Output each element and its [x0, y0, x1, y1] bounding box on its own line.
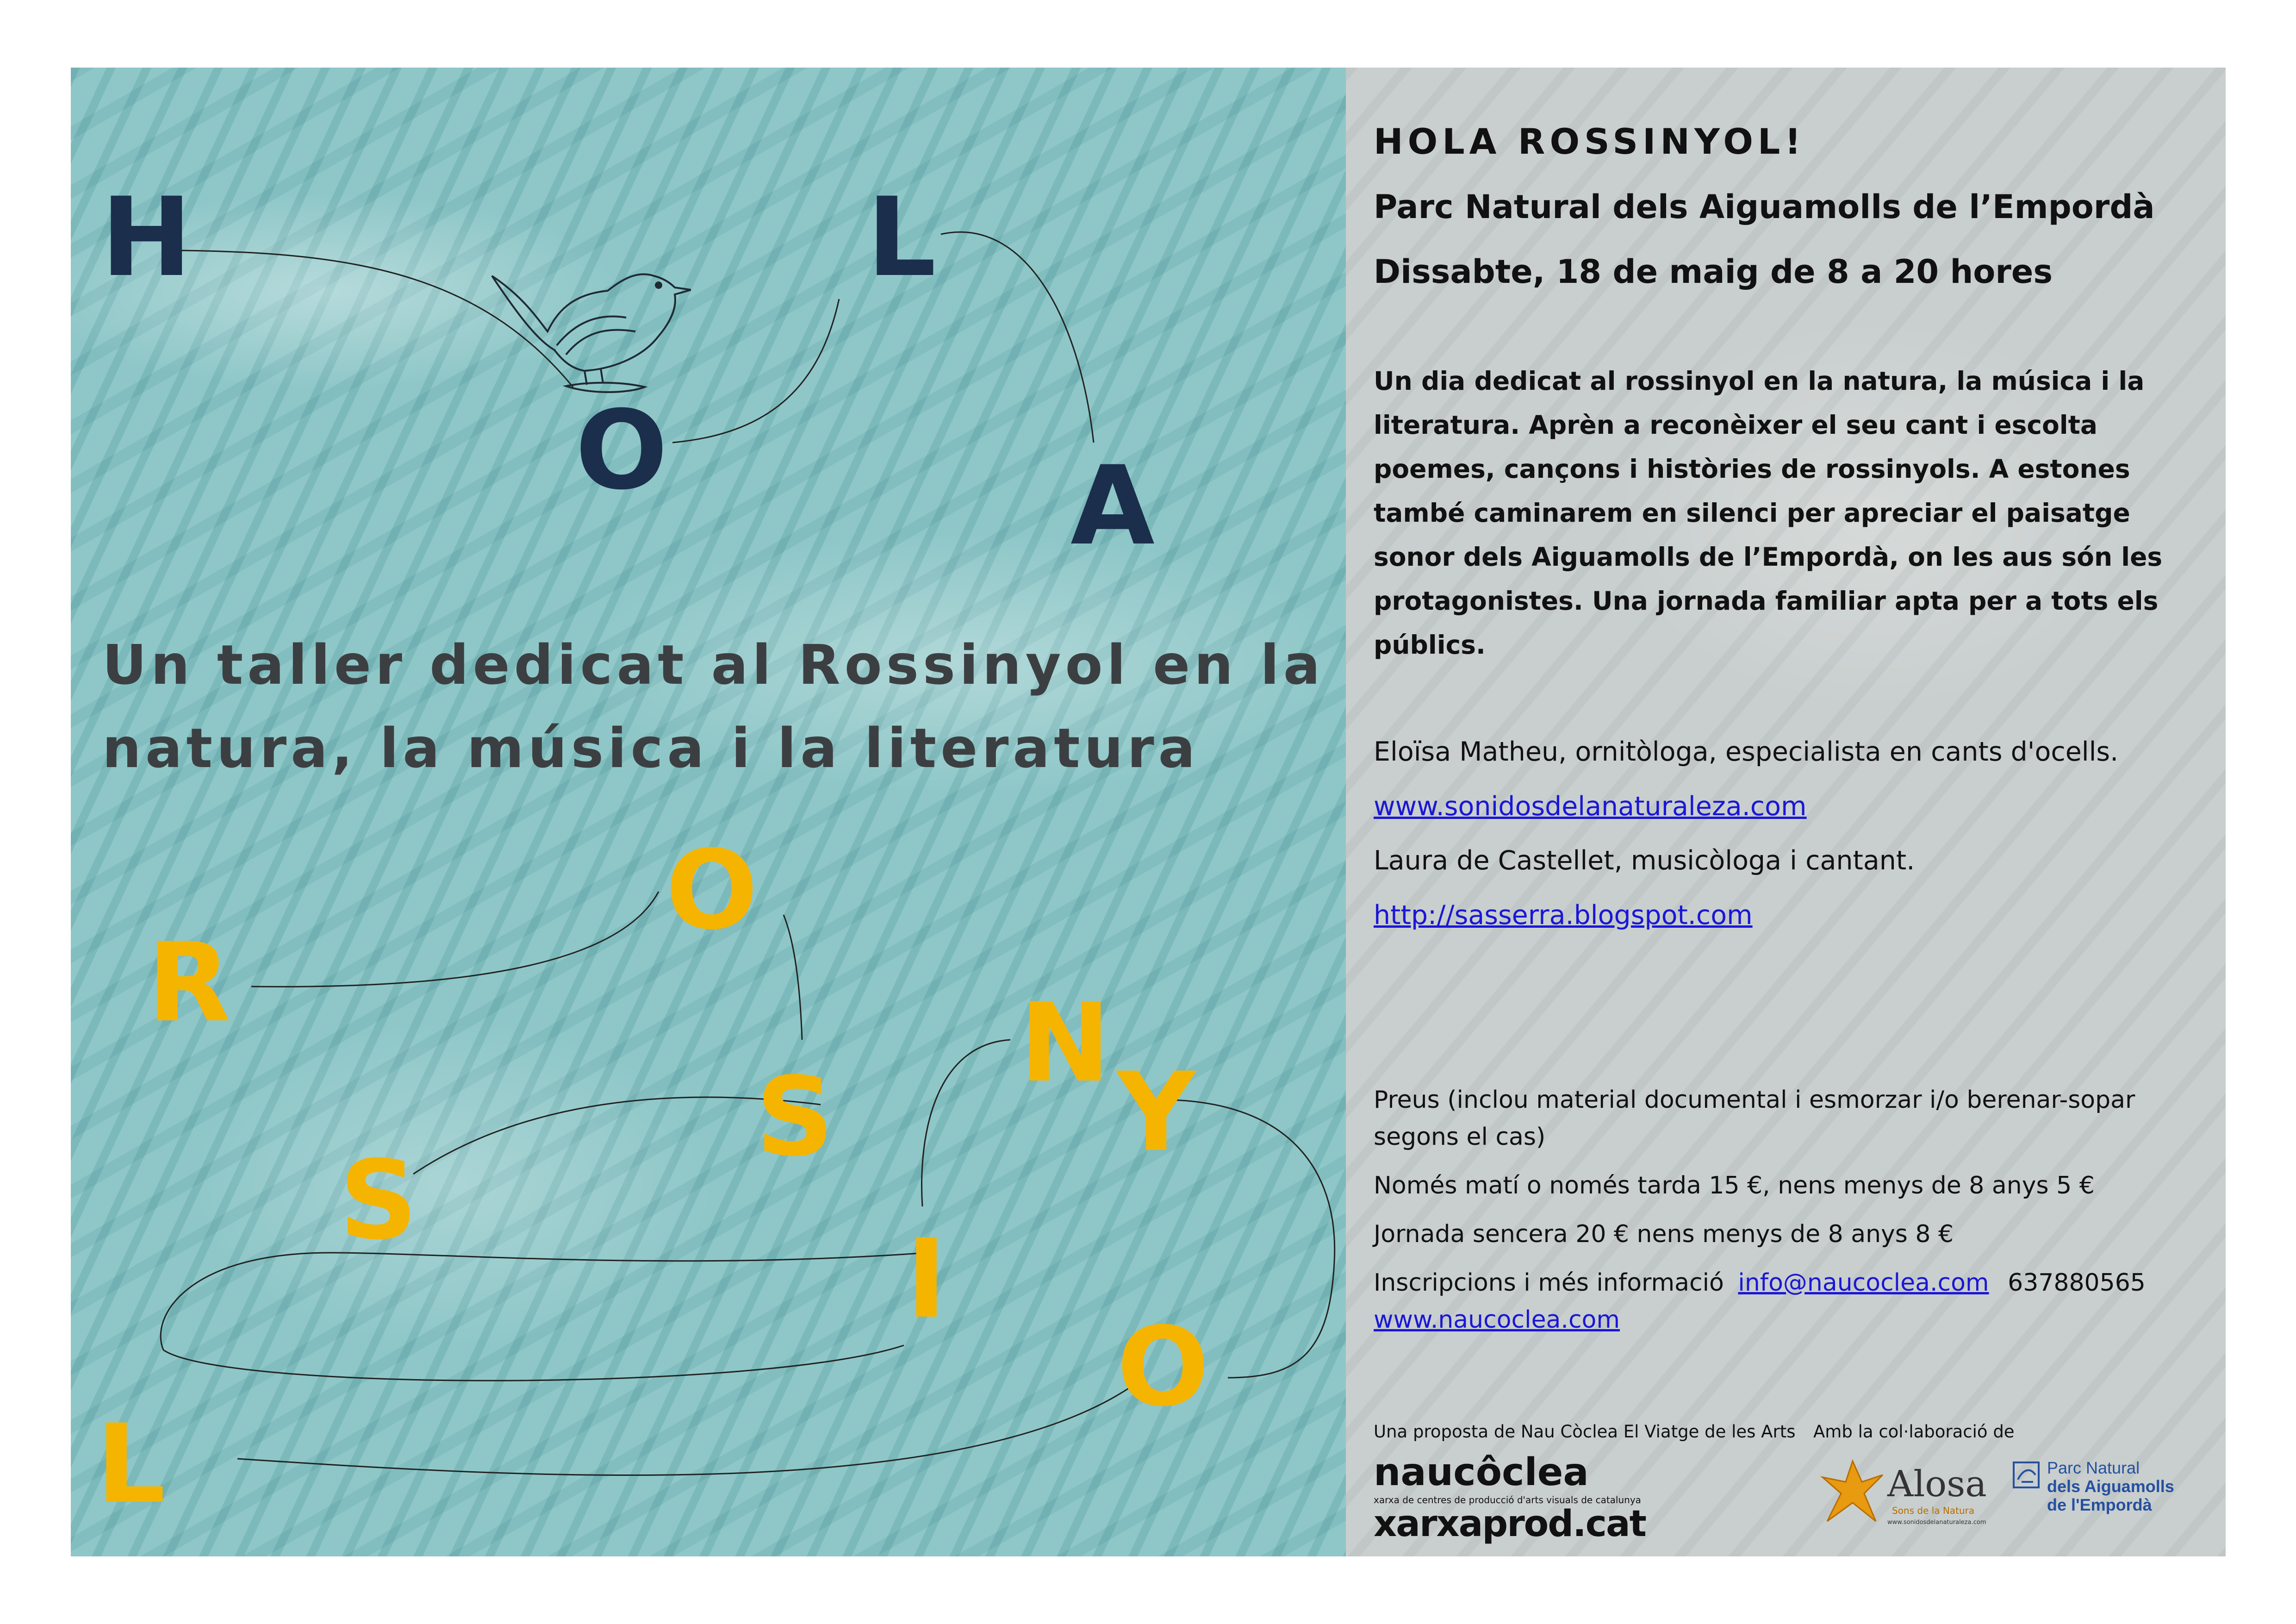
rossinyol-letter-r: R — [147, 920, 231, 1046]
rossinyol-letter-y: Y — [1117, 1049, 1196, 1176]
rossinyol-letter-i: I — [906, 1216, 947, 1343]
naucoclea-logo — [1374, 1452, 1646, 1543]
info-line — [1374, 1269, 2146, 1297]
workshop-title: Un taller dedicat al Rossinyol en la natura, la música i la literatura — [102, 633, 1325, 780]
email-link[interactable]: info@naucoclea.com — [1738, 1269, 1989, 1297]
alosa-logo — [1820, 1452, 2015, 1535]
parc-natural-wordmark — [2047, 1459, 2174, 1514]
rossinyol-letter-o1: O — [666, 827, 758, 954]
link-sonidos[interactable]: www.sonidosdelanaturaleza.com — [1374, 791, 1807, 822]
info-label: Inscripcions i més informació — [1374, 1269, 1724, 1297]
rossinyol-letter-s2: S — [339, 1137, 418, 1264]
hola-letter-h: H — [101, 175, 192, 301]
lark-icon — [1820, 1456, 1885, 1526]
parc-logo-line-1: Parc Natural — [2047, 1458, 2140, 1477]
xarxaprod-wordmark: xarxaprod.cat — [1374, 1503, 1646, 1545]
event-title: HOLA ROSSINYOL! — [1374, 121, 1806, 162]
parc-natural-logo — [2012, 1459, 2226, 1524]
credit-collaboration: Amb la col·laboració de — [1813, 1422, 2015, 1442]
price-half-day: Només matí o només tarda 15 €, nens menys de 8 anys 5 € — [1374, 1172, 2095, 1199]
phone-number: 637880565 — [2008, 1269, 2146, 1297]
rossinyol-letter-o2: O — [1117, 1304, 1209, 1430]
speaker-eloisa: Eloïsa Matheu, ornitòloga, especialista en cants d'ocells. — [1374, 737, 2119, 767]
hola-letter-a: A — [1070, 443, 1155, 569]
event-date: Dissabte, 18 de maig de 8 a 20 hores — [1374, 253, 2053, 291]
link-sasserra[interactable]: http://sasserra.blogspot.com — [1374, 900, 1753, 931]
prices-heading: Preus (inclou material documental i esmorzar i/o berenar-sopar segons el cas) — [1374, 1086, 2135, 1151]
event-description: Un dia dedicat al rossinyol en la natura, la música i la literatura. Aprèn a reconèixer el seu cant i escolta poemes, cançons i històries de rossinyols. A estones també caminarem en silenci per apreciar el paisatge sonor dels Aiguamolls de l’Empordà, on les aus són les protagonistes. Una jornada familiar apta per a tots els públics. — [1374, 366, 2163, 660]
poster — [71, 68, 2226, 1556]
parc-natural-icon — [2012, 1461, 2040, 1489]
parc-logo-line-2: dels Aiguamolls — [2047, 1477, 2174, 1496]
naucoclea-wordmark: naucôclea — [1374, 1450, 1589, 1494]
rossinyol-letter-s1: S — [756, 1054, 834, 1181]
alosa-wordmark: Alosa — [1887, 1463, 1987, 1505]
nightingale-icon — [487, 262, 691, 401]
speaker-laura: Laura de Castellet, musicòloga i cantant. — [1374, 845, 1915, 876]
credit-proposal: Una proposta de Nau Còclea El Viatge de les Arts — [1374, 1422, 1796, 1442]
hola-letter-l: L — [867, 175, 936, 301]
rossinyol-letter-l: L — [96, 1401, 166, 1528]
alosa-tagline: Sons de la Natura — [1892, 1505, 1975, 1516]
parc-logo-line-3: de l'Empordà — [2047, 1495, 2152, 1514]
alosa-url: www.sonidosdelanaturaleza.com — [1887, 1519, 1986, 1526]
left-panel — [71, 68, 1346, 1556]
event-venue: Parc Natural dels Aiguamolls de l’Empordà — [1374, 188, 2155, 226]
website-link[interactable]: www.naucoclea.com — [1374, 1306, 1620, 1334]
hola-letter-o: O — [575, 387, 668, 514]
rossinyol-letter-n: N — [1020, 980, 1111, 1106]
xarxa-tagline: xarxa de centres de producció d'arts visuals de catalunya — [1374, 1494, 1641, 1505]
price-full-day: Jornada sencera 20 € nens menys de 8 anys 8 € — [1374, 1220, 1954, 1248]
